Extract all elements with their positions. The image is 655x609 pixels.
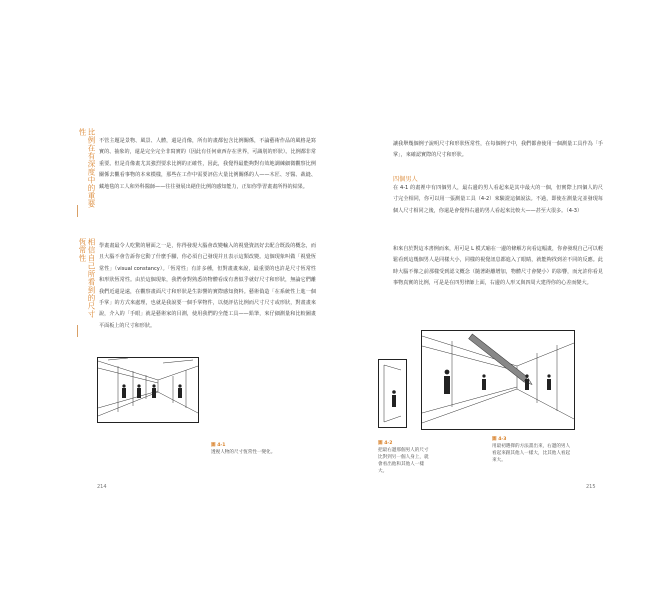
left-paragraph-2: 學畫畫最令人吃驚的層面之一是，你得發現大腦會改變輸入的視覺資訊好去配合既設的概念，而且大腦不會告訴你它動了什麼手腳，你必須自己發現并且表示這類改變。這個現象叫做「視覺恆常性」（visual constancy）。「恆常性」有許多種，但對畫畫來說，最重要的也許是尺寸恆常性和形狀恆常性。由於這個現象，我們會對熟悉的物體看成有著似乎就好尺寸和形狀，無論它們離我們近還是遠，在觀察畫面尺寸和形狀是生影響的實際感知資料。藝術偽造「在系統性上進一個手掌」的方式來處理，也就是我說要一個手掌物件，以便評估比例而尺寸尺寸或形狀，對畫畫來說，介入的「手眼」就是藝術家的目測，使用我們的全能工具——鉛筆，來仔細測量和比較圖畫平面板上的尺寸和形狀。 — [99, 243, 316, 329]
left-paragraph-1: 不管主題是景物、風景、人體，還是肖像，所有的畫都包含比例關係，不論藝術作品的風格是寫實的、抽象的，還是完全完全非寫實的（因此有任何東西存在世界，可識別的形狀）。比例都非常重要。但是肖像畫尤其強烈要求比例的正確性，因此，我覺得最能夠對有效地調練細微觀察比例關係去觀看事物的本來模樣，那些在工作中需要評估大量比例關係的人——木匠、牙醫、裁縫、藏地毯的工人和外科醫師——往往發展出絕佳比例的感知能力，正如你學習畫畫所得的結果。 — [99, 138, 316, 190]
page-number-right: 215 — [586, 484, 596, 490]
single-figure-drawing — [379, 360, 406, 427]
page-number-left: 214 — [97, 484, 107, 490]
single-figure-illustration — [378, 359, 407, 428]
figure-label-2: 圖 4-2 — [378, 441, 393, 446]
corridor-illustration — [97, 357, 199, 423]
figure-caption-text: 透視人物的尺寸恆常性一變化。 — [211, 450, 276, 455]
right-page — [327, 0, 655, 609]
right-paragraph-1: 讓我舉幾個例子說明尺寸和形狀恆常性，在每個例子中，我們都會使用一個測量工具作為「手掌」，來確認實際的尺寸和形狀。 — [393, 141, 603, 159]
figure-label: 圖 4-1 — [211, 443, 226, 448]
pencil-measurement-drawing — [422, 331, 574, 429]
section-heading: 四個男人 — [393, 176, 418, 183]
left-page — [0, 0, 327, 609]
figure-caption-right-1 — [378, 440, 433, 475]
side-note-divider-2 — [77, 325, 78, 337]
figure-label-3: 圖 4-3 — [492, 437, 507, 442]
side-note-constancy: 相信自己所看到的尺寸恆常性 — [78, 238, 96, 318]
figure-caption-text-3: 用最初選擇的方法畫出來，右邊的男人看起來跟其他人一樣大，比其他人看起來大。 — [492, 444, 571, 463]
figure-caption-right-2 — [492, 436, 572, 464]
right-paragraph-2: 在 4-1 的畫裡中有四個男人，最右邊的男人看起來是其中最大的一個，但實際上四個人的尺寸完全相同，你可以用一張測量工具（4-2）來驗證這個說法。不過，即使在測量完並發現每個人尺寸相同之後，你還是會覺得右邊的男人看起來比較大——甚至大很多。（4-3） — [393, 185, 603, 214]
side-note-proportion: 比例在有深度中的重要性 — [78, 128, 96, 208]
figure-caption-left — [211, 442, 281, 456]
right-paragraph-3: 和來自於對這本書例而來，用可是 L 模式喻在一邊的條解方向看這幅畫，你會發現自己可以輕鬆看到這幾個男人是同樣大小，同樣的視覺訊息都進入了眼睛，就能夠找到差不同的反應。此時大腦不像之前那樣受到認文概念（隨著距離增加，物體尺寸會變小）的影響，而允許你看見事物真實的比例，可是是在四男律師上面，右邊的人形又與四周大建得你的心差而變大。 — [393, 246, 603, 287]
pencil-measurement-illustration — [421, 330, 575, 430]
corridor-drawing — [98, 358, 198, 422]
side-note-divider — [77, 205, 78, 217]
figure-caption-text-2: 把最右邊那個男人的尺寸比對到另一個人身上，就會看出他和其他人一樣大。 — [378, 448, 429, 474]
